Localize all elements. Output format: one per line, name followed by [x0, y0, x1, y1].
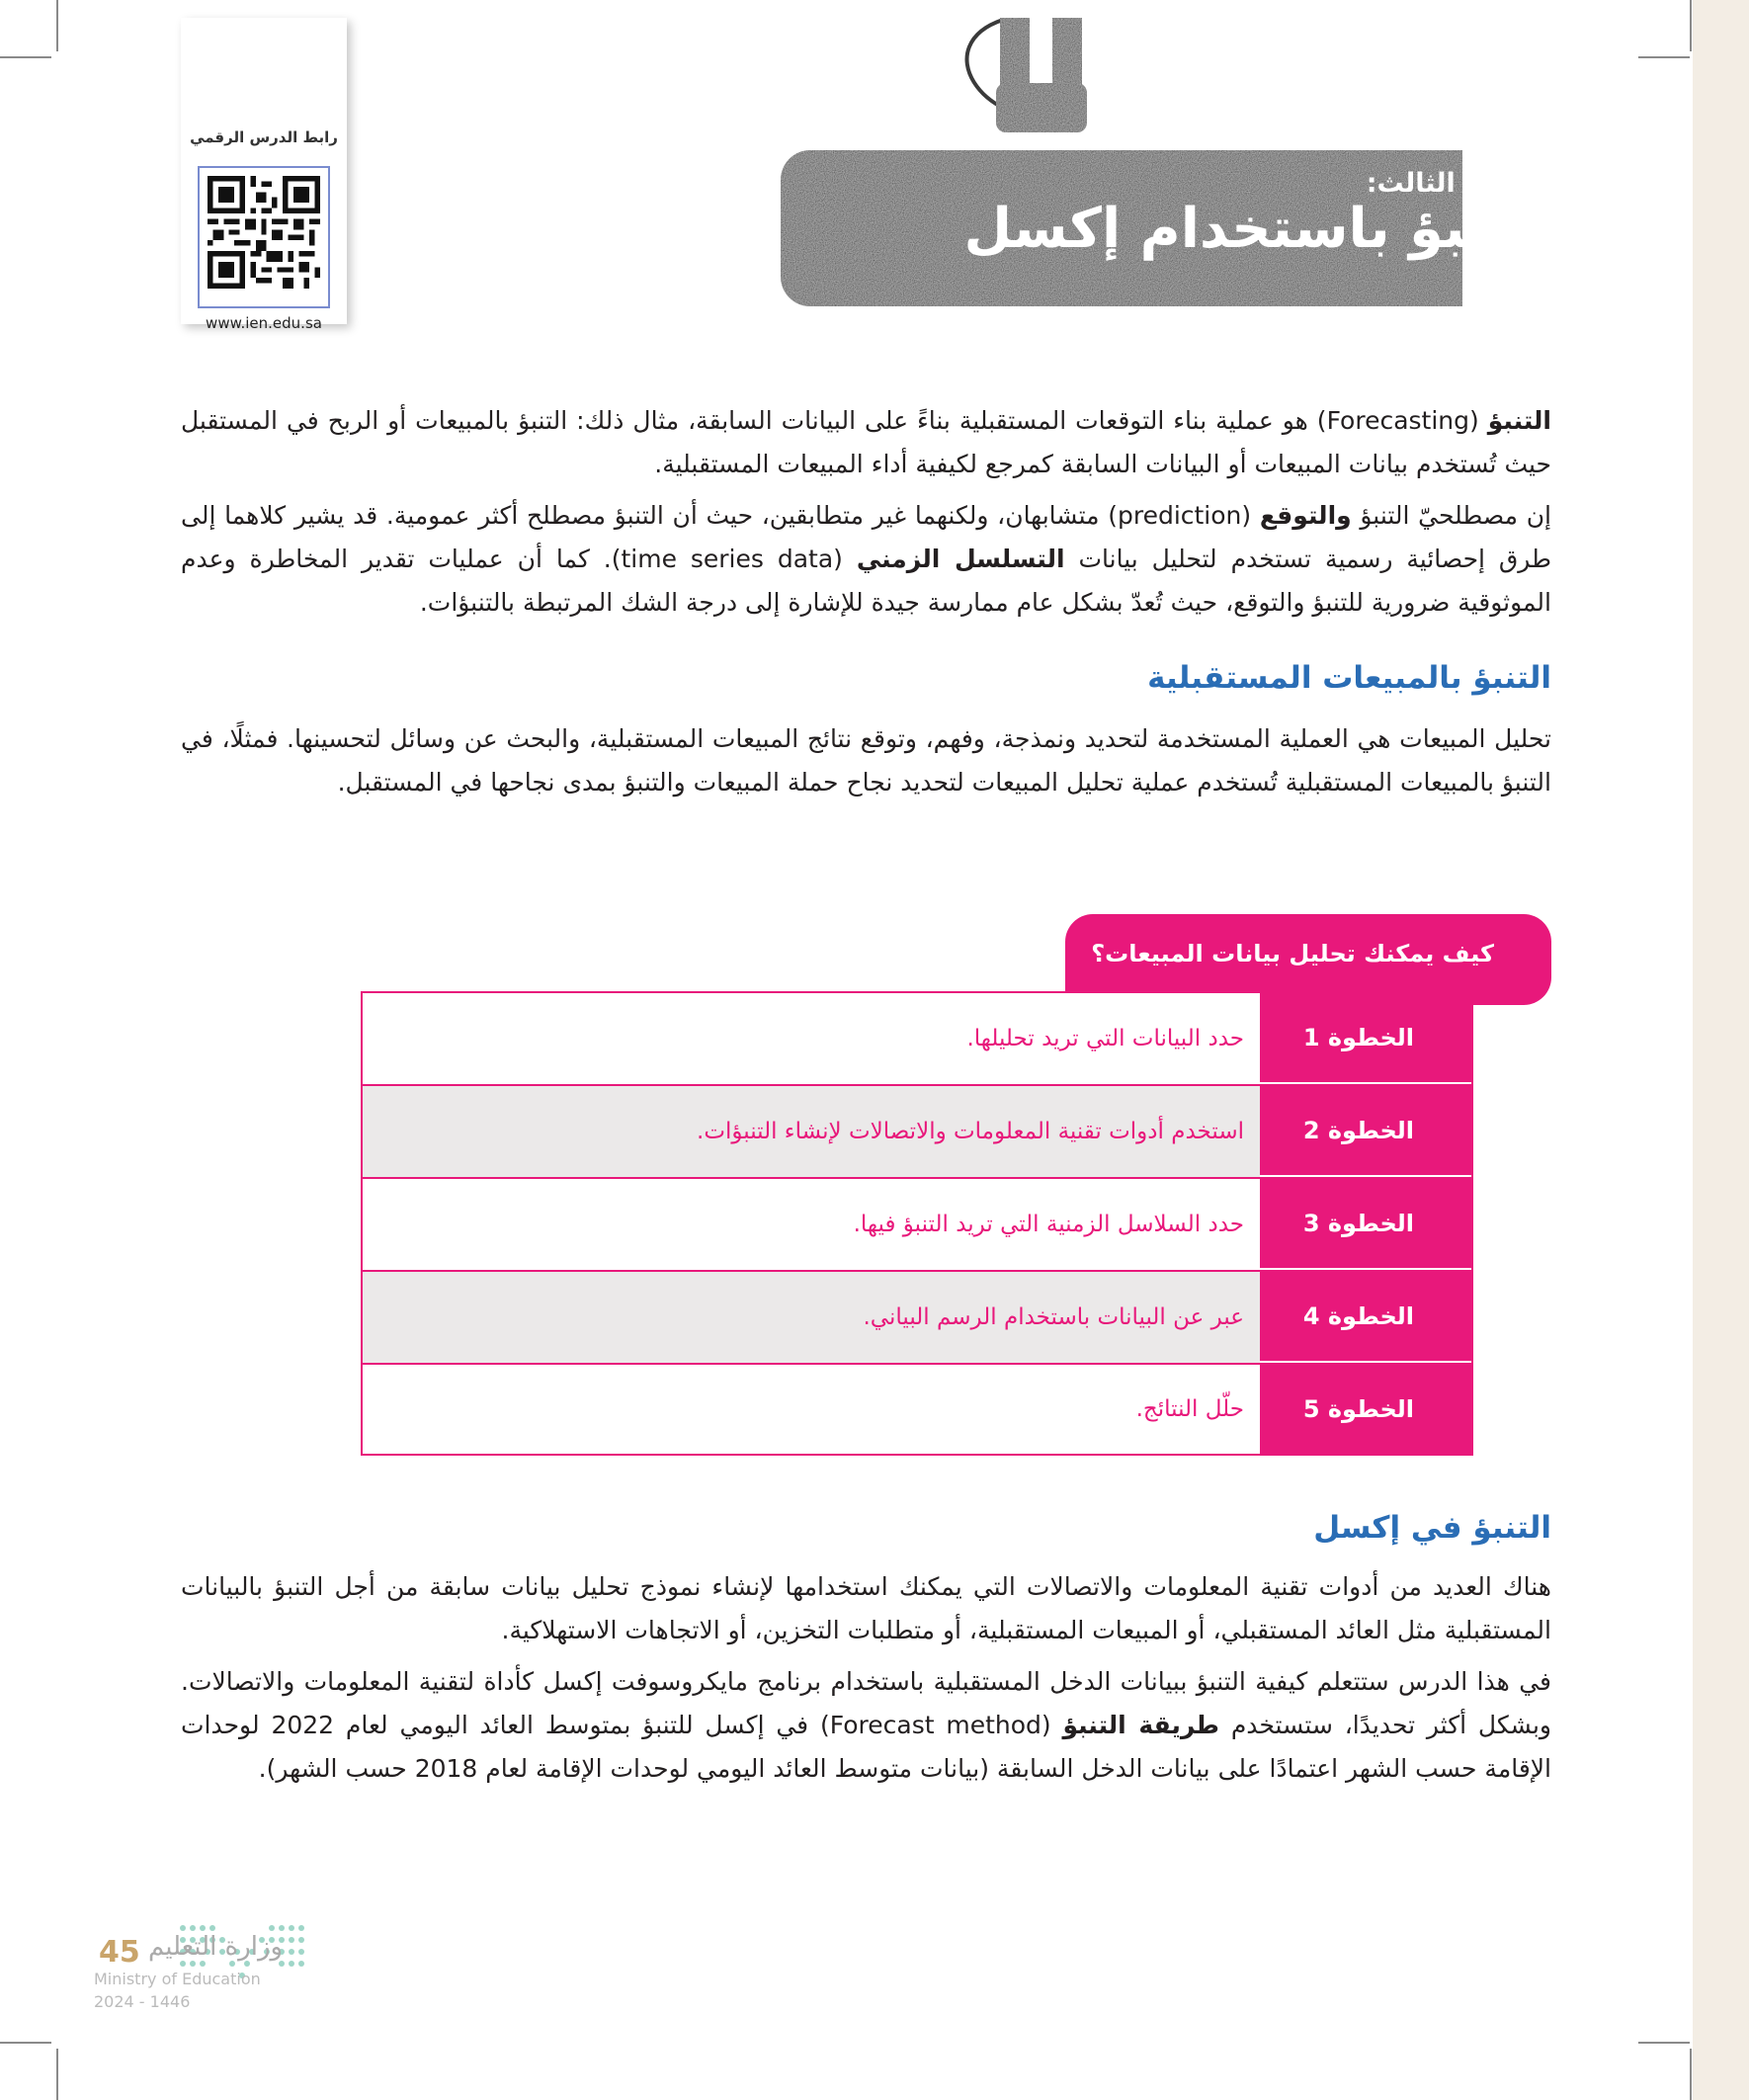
intro-p1-text: (Forecasting) هو عملية بناء التوقعات المستقبلية بناءً على البيانات السابقة، مثال ذلك: التنبؤ بالمبيعات أو الربح في المستقبل حيث تُستخدم بيانات المبيعات أو البيانات السابقة كمرجع لكيفية أداء المبيعات المستقبلية.: [181, 406, 1551, 478]
step-label: الخطوة 4: [1260, 1272, 1471, 1363]
step-text: حدد السلاسل الزمنية التي تريد التنبؤ فيها.: [853, 1212, 1244, 1237]
page-edge-strip: [1693, 0, 1749, 2100]
intro-p2-a: إن مصطلحيّ التنبؤ: [1351, 501, 1551, 530]
page-number: 45: [99, 1935, 140, 1970]
ministry-name-en: Ministry of Education: [94, 1970, 261, 1988]
step-label: الخطوة 3: [1260, 1179, 1471, 1270]
qr-code[interactable]: [198, 166, 330, 308]
term-forecasting: التنبؤ: [1487, 406, 1551, 435]
crop-mark: [0, 56, 51, 58]
step-label: الخطوة 2: [1260, 1086, 1471, 1177]
intro-paragraph-1: [181, 399, 1551, 486]
section1-paragraph: تحليل المبيعات هي العملية المستخدمة لتحديد ونمذجة، وفهم، وتوقع نتائج المبيعات المستقبلية، والبحث عن وسائل لتحسينها. فمثلًا، في التنبؤ بالمبيعات المستقبلية تُستخدم عملية تحليل المبيعات لتحديد نجاح حملة المبيعات والتنبؤ بمدى نجاحها في المستقبل.: [181, 724, 1551, 797]
crop-mark: [1638, 2042, 1690, 2044]
section-heading-future-sales: التنبؤ بالمبيعات المستقبلية: [1147, 660, 1551, 696]
crop-mark: [1690, 0, 1692, 51]
term-prediction: والتوقع: [1259, 501, 1352, 530]
qr-card[interactable]: [181, 18, 347, 332]
section2-p2-b: (Forecast method) في إكسل للتنبؤ بمتوسط العائد اليومي لعام 2022 لوحدات الإقامة حسب الشهر اعتمادًا على بيانات الدخل السابقة (بيانات متوسط العائد اليومي لوحدات الإقامة لعام 2018 حسب الشهر).: [181, 1711, 1551, 1783]
crop-mark: [56, 2049, 58, 2100]
section2-paragraph-1: هناك العديد من أدوات تقنية المعلومات والاتصالات التي يمكنك استخدامها لإنشاء نموذج تحليل بيانات سابقة من أجل التنبؤ بالبيانات المستقبلية مثل العائد المستقبلي، أو المبيعات المستقبلية، أو متطلبات التخزين، أو الاتجاهات الاستهلاكية.: [181, 1572, 1551, 1644]
step-text: حدد البيانات التي تريد تحليلها.: [966, 1026, 1244, 1051]
crop-mark: [1638, 56, 1690, 58]
lesson-number: الدرس الثالث:: [1366, 168, 1551, 199]
qr-caption: رابط الدرس الرقمي: [190, 128, 338, 146]
table-row: [363, 1272, 1471, 1365]
intro-p2-c: (time series data). كما أن عمليات تقدير المخاطرة وعدم الموثوقية ضرورية للتنبؤ والتوقع، حيث تُعدّ بشكل عام ممارسة جيدة للإشارة إلى درجة الشك المرتبطة بالتنبؤات.: [181, 545, 1551, 617]
table-row: [363, 1365, 1471, 1454]
crop-mark: [1690, 2049, 1692, 2100]
crop-mark: [0, 2042, 51, 2044]
section-heading-excel-forecast: التنبؤ في إكسل: [1313, 1510, 1551, 1546]
qr-url[interactable]: www.ien.edu.sa: [206, 314, 322, 332]
intro-p2-b: (prediction) متشابهان، ولكنهما غير متطابقين، حيث أن التنبؤ مصطلح أكثر عمومية. قد يشير كلاهما إلى طرق إحصائية رسمية تستخدم لتحليل بيانات: [181, 501, 1551, 573]
term-time-series: التسلسل الزمني: [856, 545, 1065, 573]
step-label: الخطوة 5: [1260, 1365, 1471, 1454]
section2-p2-a: في هذا الدرس ستتعلم كيفية التنبؤ ببيانات الدخل المستقبلية باستخدام برنامج مايكروسوفت إكسل كأداة لتقنية المعلومات والاتصالات. وبشكل أكثر تحديدًا، ستستخدم: [181, 1667, 1551, 1739]
table-row: [363, 1179, 1471, 1272]
lesson-header: [791, 156, 1551, 304]
academic-year: 2024 - 1446: [94, 1992, 191, 2011]
table-row: [363, 993, 1471, 1086]
step-text: عبر عن البيانات باستخدام الرسم البياني.: [363, 1272, 1260, 1363]
crop-mark: [56, 0, 58, 51]
steps-table-heading: كيف يمكنك تحليل بيانات المبيعات؟: [1065, 914, 1551, 1005]
term-forecast-method: طريقة التنبؤ: [1062, 1711, 1219, 1739]
qr-code-icon: [208, 176, 320, 289]
ministry-name-ar: وزارة التعليم: [148, 1932, 284, 1962]
lesson-title: التنبؤ باستخدام إكسل: [963, 197, 1551, 261]
steps-table: [361, 991, 1473, 1456]
table-row: [363, 1086, 1471, 1179]
section2-paragraph-2: [181, 1660, 1551, 1791]
step-text: حلّل النتائج.: [1135, 1396, 1244, 1422]
intro-paragraph-2: [181, 494, 1551, 625]
step-text: استخدم أدوات تقنية المعلومات والاتصالات لإنشاء التنبؤات.: [363, 1086, 1260, 1177]
step-label: الخطوة 1: [1260, 993, 1471, 1084]
